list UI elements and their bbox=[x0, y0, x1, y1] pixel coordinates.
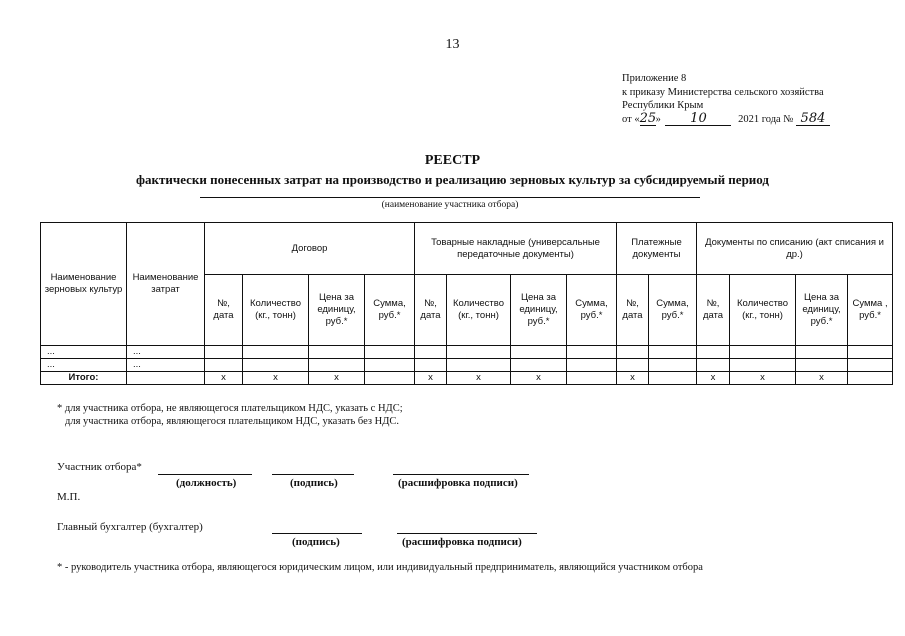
annex-line-1: Приложение 8 bbox=[622, 73, 687, 84]
accountant-decoding-line bbox=[397, 533, 537, 534]
row-cost-dots: ... bbox=[127, 359, 205, 372]
annex-month: 10 bbox=[665, 113, 731, 126]
page-number: 13 bbox=[445, 37, 460, 52]
accountant-decoding-caption: (расшифровка подписи) bbox=[402, 536, 522, 548]
annex-line-3: Республики Крым bbox=[622, 100, 704, 111]
decoding-caption: (расшифровка подписи) bbox=[398, 477, 518, 489]
annex-number: 584 bbox=[796, 113, 830, 126]
writeoff-sum: Сумма , руб.* bbox=[848, 275, 893, 346]
table-total-row bbox=[41, 372, 893, 385]
row-culture-dots: ... bbox=[41, 359, 127, 372]
signature-caption: (подпись) bbox=[290, 477, 338, 489]
waybill-sum: Сумма, руб.* bbox=[567, 275, 617, 346]
total-x: х bbox=[205, 372, 243, 385]
waybill-quantity: Количество (кг., тонн) bbox=[447, 275, 511, 346]
total-x: х bbox=[511, 372, 567, 385]
total-x: х bbox=[447, 372, 511, 385]
position-line bbox=[158, 474, 252, 475]
position-caption: (должность) bbox=[176, 477, 237, 489]
table-header-row-1 bbox=[41, 223, 893, 275]
document-title: РЕЕСТР bbox=[424, 153, 481, 168]
footnote: * - руководитель участника отбора, являющегося юридическим лицом, или индивидуальный предприниматель, являющийся участником отбора bbox=[57, 562, 703, 573]
contract-sum: Сумма, руб.* bbox=[365, 275, 415, 346]
payment-no-date: №, дата bbox=[617, 275, 649, 346]
group-waybills-header: Товарные накладные (универсальные передаточные документы) bbox=[415, 223, 617, 275]
accountant-label: Главный бухгалтер (бухгалтер) bbox=[57, 521, 203, 533]
waybill-price: Цена за единицу, руб.* bbox=[511, 275, 567, 346]
group-contract-header: Договор bbox=[205, 223, 415, 275]
stamp-place: М.П. bbox=[57, 491, 81, 503]
total-x: х bbox=[697, 372, 730, 385]
annex-quote-close: » bbox=[655, 113, 661, 125]
table-row bbox=[41, 359, 893, 372]
contract-price: Цена за единицу, руб.* bbox=[309, 275, 365, 346]
accountant-signature-caption: (подпись) bbox=[292, 536, 340, 548]
vat-note-2: для участника отбора, являющегося плательщиком НДС, указать без НДС. bbox=[65, 416, 400, 427]
total-x: х bbox=[796, 372, 848, 385]
payment-sum: Сумма, руб.* bbox=[649, 275, 697, 346]
total-x: х bbox=[730, 372, 796, 385]
col-cost-header: Наименование затрат bbox=[127, 223, 205, 346]
accountant-signature-line bbox=[272, 533, 362, 534]
vat-notes bbox=[57, 402, 403, 428]
vat-note-1: * для участника отбора, не являющегося плательщиком НДС, указать с НДС; bbox=[57, 403, 403, 414]
annex-day: 25 bbox=[639, 110, 657, 126]
total-x: х bbox=[243, 372, 309, 385]
group-payment-header: Платежные документы bbox=[617, 223, 697, 275]
annex-from-prefix: от « bbox=[622, 113, 640, 125]
writeoff-price: Цена за единицу, руб.* bbox=[796, 275, 848, 346]
total-x: х bbox=[415, 372, 447, 385]
participant-label: Участник отбора* bbox=[57, 461, 142, 473]
group-writeoff-header: Документы по списанию (акт списания и др.) bbox=[697, 223, 893, 275]
row-cost-dots: ... bbox=[127, 346, 205, 359]
table-row bbox=[41, 346, 893, 359]
writeoff-no-date: №, дата bbox=[697, 275, 730, 346]
signature-line bbox=[272, 474, 354, 475]
row-culture-dots: ... bbox=[41, 346, 127, 359]
annex-block bbox=[622, 72, 830, 126]
col-culture-header: Наименование зерновых культур bbox=[41, 223, 127, 346]
document-subtitle: фактически понесенных затрат на производство и реализацию зерновых культур за субсидируемый период bbox=[136, 172, 769, 187]
total-label: Итого: bbox=[41, 372, 127, 385]
writeoff-quantity: Количество (кг., тонн) bbox=[730, 275, 796, 346]
decoding-line bbox=[393, 474, 529, 475]
contract-quantity: Количество (кг., тонн) bbox=[243, 275, 309, 346]
participant-caption: (наименование участника отбора) bbox=[381, 200, 519, 210]
participant-name-line bbox=[200, 197, 700, 198]
annex-date-line bbox=[622, 110, 830, 127]
registry-table bbox=[40, 222, 893, 385]
total-x: х bbox=[309, 372, 365, 385]
contract-no-date: №, дата bbox=[205, 275, 243, 346]
waybill-no-date: №, дата bbox=[415, 275, 447, 346]
annex-line-2: к приказу Министерства сельского хозяйства bbox=[622, 86, 824, 98]
annex-year-text: 2021 года № bbox=[738, 113, 794, 125]
total-x: х bbox=[617, 372, 649, 385]
